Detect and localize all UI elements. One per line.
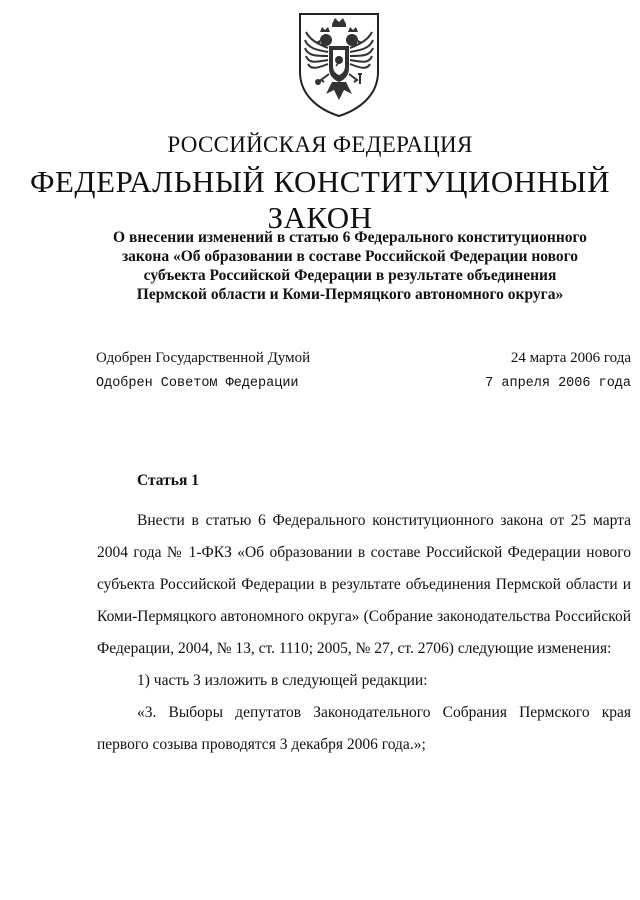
- approval-row-duma: [96, 350, 631, 376]
- law-title-line: О внесении изменений в статью 6 Федерального конституционного: [113, 229, 587, 246]
- article-body: [97, 505, 631, 761]
- approval-date: 24 марта 2006 года: [510, 350, 631, 366]
- article-paragraph: Внести в статью 6 Федерального конституционного закона от 25 марта 2004 года № 1-ФКЗ «Об образовании в составе Российской Федерации нового субъекта Российской Федерации в результате объединения Пермской области и Коми-Пермяцкого автономного округа» (Собрание законодательства Российской Федерации, 2004, № 13, ст. 1110; 2005, № 27, ст. 2706) следующие изменения:: [97, 512, 631, 657]
- law-type-heading: ФЕДЕРАЛЬНЫЙ КОНСТИТУЦИОННЫЙ ЗАКОН: [30, 164, 610, 235]
- law-title-line: субъекта Российской Федерации в результате объединения: [143, 267, 557, 284]
- law-title-line: закона «Об образовании в составе Российской Федерации нового: [121, 248, 579, 265]
- approval-body: Одобрен Государственной Думой: [96, 350, 311, 366]
- approval-row-council: [96, 376, 631, 402]
- article-item: 1) часть 3 изложить в следующей редакции:: [137, 672, 428, 689]
- approval-date: 7 апреля 2006 года: [485, 376, 631, 391]
- state-name: РОССИЙСКАЯ ФЕДЕРАЦИЯ: [167, 132, 473, 157]
- law-title-line: Пермской области и Коми-Пермяцкого автономного округа»: [136, 286, 564, 303]
- article-quote: «3. Выборы депутатов Законодательного Собрания Пермского края первого созыва проводятся 3 декабря 2006 года.»;: [97, 704, 631, 753]
- law-title: [100, 228, 600, 304]
- approvals-block: [96, 350, 631, 402]
- approval-body: Одобрен Советом Федерации: [96, 376, 299, 391]
- coat-of-arms-icon: [296, 10, 382, 118]
- article-heading: Статья 1: [137, 472, 199, 489]
